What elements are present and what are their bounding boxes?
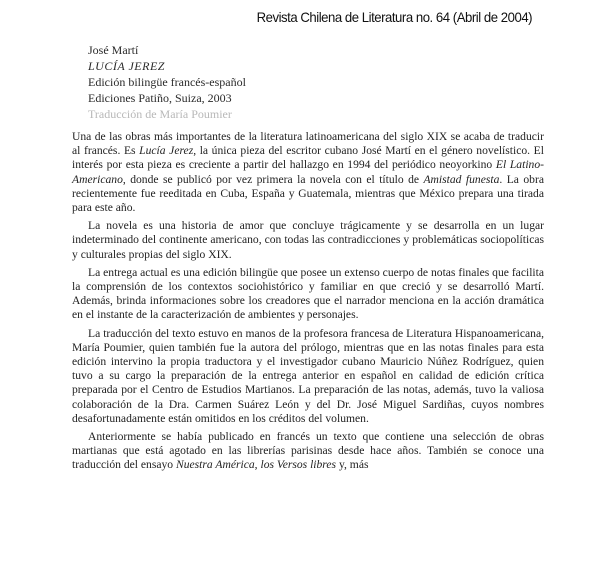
book-author: José Martí bbox=[88, 43, 139, 57]
book-edition: Edición bilingüe francés-español bbox=[88, 75, 246, 89]
book-faint-line: Traducción de María Poumier bbox=[88, 107, 232, 121]
journal-header: Revista Chilena de Literatura no. 64 (Abril de 2004) bbox=[256, 9, 532, 25]
paragraph-5 bbox=[72, 430, 544, 473]
p5-text-a: Anteriormente se había publicado en francés un texto que contiene una selección de obras martianas que está agotado en las librerías parisinas desde hace años. También se conoce una traducción del ensayo bbox=[72, 430, 544, 472]
p1-italic-title: Lucía Jerez bbox=[139, 144, 194, 158]
paragraph-1 bbox=[72, 130, 544, 215]
p1-text-c: , la única pieza del escritor cubano José Martí en el género novelístico. El interés por esta pieza es creciente a partir del hallazgo en 1994 del periódico neoyorkino bbox=[72, 144, 544, 172]
book-publisher: Ediciones Patiño, Suiza, 2003 bbox=[88, 91, 232, 105]
book-info bbox=[88, 42, 246, 122]
p1-italic-alt-title: Amistad funesta bbox=[423, 172, 500, 186]
book-title: LUCÍA JEREZ bbox=[88, 59, 165, 73]
p5-italic-verses: los Versos libres bbox=[260, 458, 337, 472]
paragraph-2: La novela es una historia de amor que concluye trágicamente y se desarrolla en un lugar indeterminado del continente americano, con todas las contradicciones y problemáticas sociopolíticas y culturales propias del siglo XIX. bbox=[72, 219, 544, 261]
p5-italic-essay: Nuestra América bbox=[175, 458, 255, 472]
paragraph-4: La traducción del texto estuvo en manos de la profesora francesa de Literatura Hispanoamericana, María Poumier, quien también fue la autora del prólogo, mientras que en las notas finales para esta edición intervino la propia traductora y el investigador cubano Mauricio Núñez Rodríguez, quien tuvo a su cargo la preparación de la entrega anterior en español en calidad de edición crítica preparada por el Centro de Estudios Martianos. La preparación de las notas, además, tuvo la valiosa colaboración de la Dra. Carmen Suárez León y del Dr. José Miguel Sardiñas, cuyos nombres desafortunadamente están omitidos en los créditos del volumen. bbox=[72, 326, 544, 425]
p1-text-a: Una de las obras más importantes de la literatura latinoamericana del siglo XIX se acaba de traducir al francés. Es bbox=[72, 130, 544, 158]
p5-text-e: y, más bbox=[336, 458, 369, 472]
p5-text-c: , bbox=[254, 458, 261, 472]
p1-text-e: , donde se publicó por vez primera la novela con el título de bbox=[122, 172, 424, 186]
review-body bbox=[72, 130, 544, 477]
paragraph-3: La entrega actual es una edición bilingüe que posee un extenso cuerpo de notas finales que facilita la comprensión de los contextos sociohistórico y familiar en que creció y se desarrolló Martí. Además, brinda informaciones sobre los creadores que el narrador menciona en la acción dramática en el instante de la caracterización de ambientes y personajes. bbox=[72, 265, 544, 322]
p1-italic-newspaper: El Latino-Americano bbox=[72, 158, 545, 186]
p1-text-g: . La obra recientemente fue reeditada en Cuba, España y Guatemala, mientras que México prepara una tirada para este año. bbox=[72, 172, 544, 215]
